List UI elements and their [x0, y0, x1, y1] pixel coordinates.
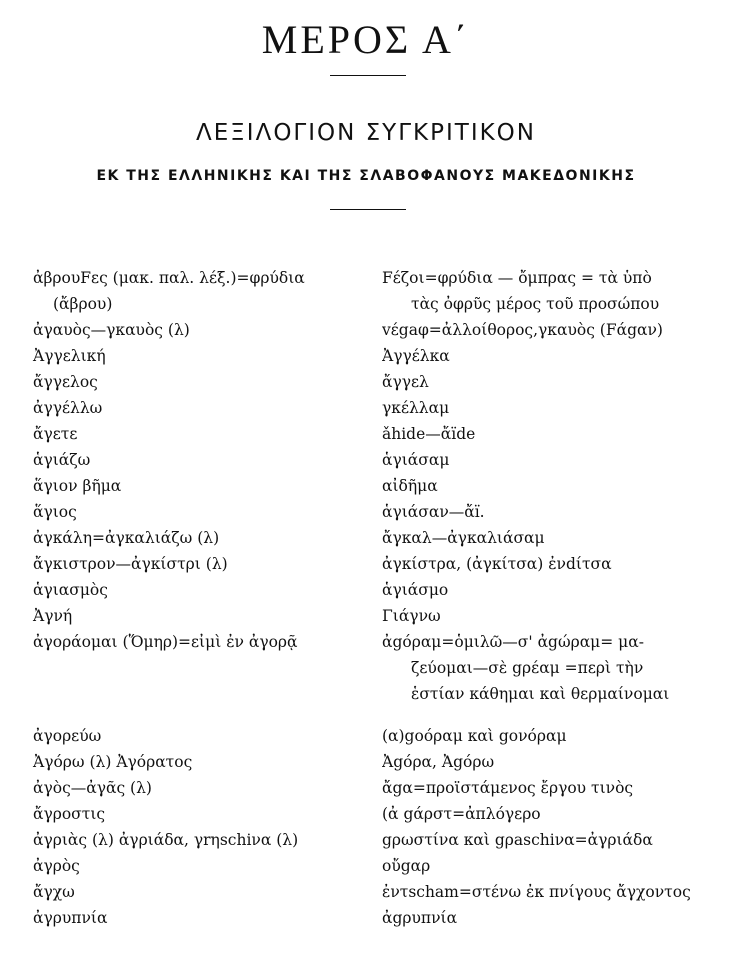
greek-term-line: ἀγγέλλω: [33, 399, 103, 417]
glossary-entry: [0, 421, 732, 447]
macedonian-equivalent-line: Fέζοι=φρύδια — ὄμπρας = τὰ ὑπὸ: [382, 269, 652, 287]
macedonian-equivalent: [358, 551, 722, 577]
greek-term-line: Ἀγνή: [33, 607, 73, 625]
greek-term: [0, 629, 358, 707]
macedonian-equivalent: [358, 473, 722, 499]
glossary-entry: [0, 499, 732, 525]
glossary-entry: [0, 395, 732, 421]
macedonian-equivalent-line: ἐντscham=στένω ἐκ πνίγους ἄγχοντος: [382, 883, 691, 901]
macedonian-equivalent: [358, 499, 722, 525]
greek-term: [0, 879, 358, 905]
macedonian-equivalent-line: ἀgρυπνία: [382, 909, 458, 927]
section-subheading: ΕΚ ΤΗΣ ΕΛΛΗΝΙΚΗΣ ΚΑΙ ΤΗΣ ΣΛΑΒΟΦΑΝΟΥΣ ΜΑΚΕΔΟΝΙΚΗΣ: [96, 168, 636, 184]
glossary-entry: [0, 749, 732, 775]
greek-term: [0, 317, 358, 343]
macedonian-equivalent: [358, 827, 722, 853]
glossary-entry: [0, 905, 732, 931]
greek-term-line: ἀγαυὸς—γκαυὸς (λ): [33, 321, 190, 339]
macedonian-equivalent: [358, 853, 722, 879]
glossary-entry: [0, 343, 732, 369]
glossary-entry: [0, 473, 732, 499]
macedonian-equivalent-line: ζεύομαι—σὲ gρέαμ =περὶ τὴν: [411, 659, 644, 677]
greek-term: [0, 369, 358, 395]
greek-term: [0, 499, 358, 525]
greek-term-line: Ἀγόρω (λ) Ἀγόρατος: [33, 753, 193, 771]
glossary-entry: [0, 447, 732, 473]
glossary-entry: [0, 603, 732, 629]
macedonian-equivalent-line: ἁγιάσαμ: [382, 451, 450, 469]
section-heading: ΛΕΞΙΛΟΓΙΟΝ ΣΥΓΚΡΙΤΙΚΟΝ: [196, 120, 536, 146]
glossary-entry: [0, 369, 732, 395]
macedonian-equivalent: [358, 525, 722, 551]
glossary: [0, 265, 732, 931]
macedonian-equivalent-line: γκέλλαμ: [382, 399, 450, 417]
greek-term: [0, 421, 358, 447]
glossary-entry: [0, 577, 732, 603]
heading-rule: [330, 209, 406, 210]
greek-term-line: ἀβρουFες (μακ. παλ. λέξ.)=φρύδια: [33, 269, 305, 287]
greek-term-line: ἄγροστις: [33, 805, 106, 823]
greek-term-line: ἄγχω: [33, 883, 75, 901]
greek-term-line: ἀγκάλη=ἀγκαλιάζω (λ): [33, 529, 220, 547]
greek-term-line: ἁγιασμὸς: [33, 581, 108, 599]
glossary-entry: [0, 629, 732, 707]
greek-term: [0, 577, 358, 603]
greek-term-line: ἀγοράομαι (Ὅμηρ)=εἰμὶ ἐν ἀγορᾷ: [33, 633, 298, 651]
macedonian-equivalent-line: ἑστίαν κάθημαι καὶ θερμαίνομαι: [411, 685, 670, 703]
macedonian-equivalent-line: gρωστίνα καὶ gρaschiνα=ἀγριάδα: [382, 831, 653, 849]
macedonian-equivalent: [358, 879, 722, 905]
macedonian-equivalent: [358, 775, 722, 801]
greek-term-line: ἄγετε: [33, 425, 78, 443]
macedonian-equivalent-line: Γιάγνω: [382, 607, 441, 625]
glossary-entry: [0, 551, 732, 577]
greek-term: [0, 723, 358, 749]
greek-term: [0, 827, 358, 853]
macedonian-equivalent-line: ἄgα=προϊστάμενος ἔργου τινὸς: [382, 779, 634, 797]
macedonian-equivalent: [358, 421, 722, 447]
macedonian-equivalent-line: οὔgαρ: [382, 857, 431, 875]
greek-term-line: Ἀγγελική: [33, 347, 106, 365]
greek-term: [0, 853, 358, 879]
glossary-entry: [0, 265, 732, 317]
greek-term: [0, 447, 358, 473]
glossary-entry: [0, 525, 732, 551]
page-title: ΜΕΡΟΣ Α΄: [261, 17, 471, 62]
greek-term: [0, 905, 358, 931]
macedonian-equivalent-line: Ἀgόρα, Ἀgόρω: [382, 753, 495, 771]
greek-term-line: ἅγιον βῆμα: [33, 477, 122, 495]
macedonian-equivalent-line: αἰδῆμα: [382, 477, 438, 495]
greek-term: [0, 801, 358, 827]
glossary-entry: [0, 723, 732, 749]
macedonian-equivalent-line: ἄγκαλ—ἀγκαλιάσαμ: [382, 529, 545, 547]
macedonian-equivalent: [358, 801, 722, 827]
macedonian-equivalent-line: ἁγιάσαν—ἄï.: [382, 503, 485, 521]
greek-term-line: ἀγρυπνία: [33, 909, 108, 927]
glossary-entry: [0, 801, 732, 827]
greek-term: [0, 551, 358, 577]
macedonian-equivalent-line: Ἀγγέλκα: [382, 347, 450, 365]
glossary-entry: [0, 317, 732, 343]
macedonian-equivalent-line: ἀgόραμ=ὁμιλῶ—σ' ἀgώραμ= μα-: [382, 633, 644, 651]
glossary-entry: [0, 827, 732, 853]
glossary-entry: [0, 775, 732, 801]
entry-spacer: [0, 707, 732, 723]
greek-term: [0, 775, 358, 801]
macedonian-equivalent: [358, 749, 722, 775]
macedonian-equivalent: [358, 395, 722, 421]
greek-term-line: ἁγιάζω: [33, 451, 91, 469]
greek-term: [0, 265, 358, 317]
greek-term-line: ἀγορεύω: [33, 727, 102, 745]
greek-term: [0, 749, 358, 775]
greek-term-line: (ἄβρου): [53, 295, 113, 313]
greek-term-line: ἀγὸς—ἀγᾶς (λ): [33, 779, 152, 797]
macedonian-equivalent: [358, 905, 722, 931]
macedonian-equivalent: [358, 265, 722, 317]
macedonian-equivalent: [358, 369, 722, 395]
macedonian-equivalent: [358, 577, 722, 603]
macedonian-equivalent-line: vέgaφ=ἀλλοίθορος,γκαυὸς (Fάgαν): [382, 321, 663, 339]
macedonian-equivalent-line: ἁγιάσμο: [382, 581, 449, 599]
glossary-entry: [0, 853, 732, 879]
greek-term-line: ἄγκιστρον—ἀγκίστρι (λ): [33, 555, 228, 573]
macedonian-equivalent-line: ἀγκίστρα, (ἀγκίτσα) ἐνdίτσα: [382, 555, 612, 573]
greek-term-line: ἄγγελος: [33, 373, 98, 391]
greek-term: [0, 603, 358, 629]
glossary-entry: [0, 879, 732, 905]
macedonian-equivalent: [358, 723, 722, 749]
macedonian-equivalent-line: (ἀ gάρστ=ἀπλόγερο: [382, 805, 541, 823]
greek-term-line: ἅγιος: [33, 503, 77, 521]
greek-term: [0, 525, 358, 551]
macedonian-equivalent: [358, 629, 722, 707]
greek-term-line: ἀγρὸς: [33, 857, 80, 875]
macedonian-equivalent-line: τὰς ὀφρῦς μέρος τοῦ προσώπου: [411, 295, 660, 313]
greek-term: [0, 343, 358, 369]
macedonian-equivalent: [358, 343, 722, 369]
greek-term: [0, 473, 358, 499]
macedonian-equivalent-line: ἄγγελ: [382, 373, 429, 391]
macedonian-equivalent: [358, 317, 722, 343]
title-rule: [330, 75, 406, 76]
greek-term: [0, 395, 358, 421]
macedonian-equivalent-line: (α)gοόραμ καὶ gονόραμ: [382, 727, 567, 745]
greek-term-line: ἀγριὰς (λ) ἀγριάδα, γrηschiνα (λ): [33, 831, 299, 849]
macedonian-equivalent-line: ǎhide—ἄïde: [382, 425, 476, 443]
macedonian-equivalent: [358, 447, 722, 473]
macedonian-equivalent: [358, 603, 722, 629]
